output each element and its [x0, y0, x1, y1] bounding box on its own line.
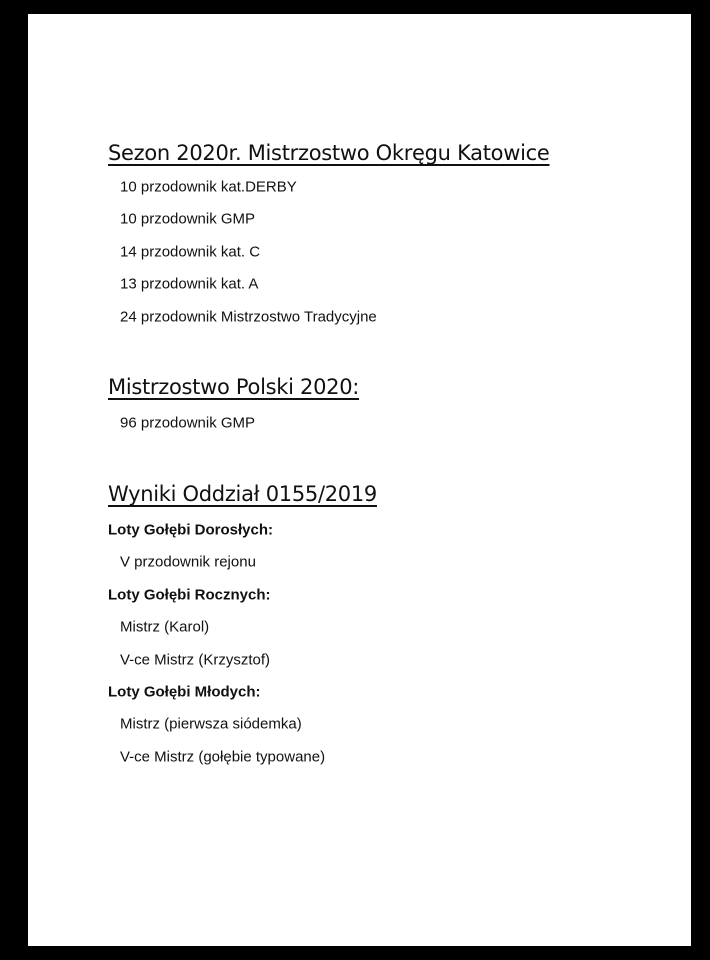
list-item: 96 przodownik GMP [120, 414, 256, 432]
list-item: 10 przodownik GMP [120, 210, 256, 228]
section-heading-polska: Mistrzostwo Polski 2020: [108, 375, 360, 399]
list-item: V-ce Mistrz (Krzysztof) [120, 651, 271, 669]
list-item: V-ce Mistrz (gołębie typowane) [120, 748, 326, 766]
section-heading-oddzial: Wyniki Oddział 0155/2019 [108, 482, 377, 506]
list-item: 14 przodownik kat. C [120, 243, 261, 261]
subheading-mlode: Loty Gołębi Młodych: [108, 683, 261, 701]
list-item: 10 przodownik kat.DERBY [120, 178, 297, 196]
list-item: Mistrz (pierwsza siódemka) [120, 715, 302, 733]
list-item: 13 przodownik kat. A [120, 275, 259, 293]
document-page [28, 14, 691, 946]
list-item: Mistrz (Karol) [120, 618, 210, 636]
subheading-dorosle: Loty Gołębi Dorosłych: [108, 521, 274, 539]
subheading-roczne: Loty Gołębi Rocznych: [108, 586, 271, 604]
section-heading-okreg: Sezon 2020r. Mistrzostwo Okręgu Katowice [108, 141, 550, 165]
list-item: 24 przodownik Mistrzostwo Tradycyjne [120, 308, 377, 326]
list-item: V przodownik rejonu [120, 553, 256, 571]
